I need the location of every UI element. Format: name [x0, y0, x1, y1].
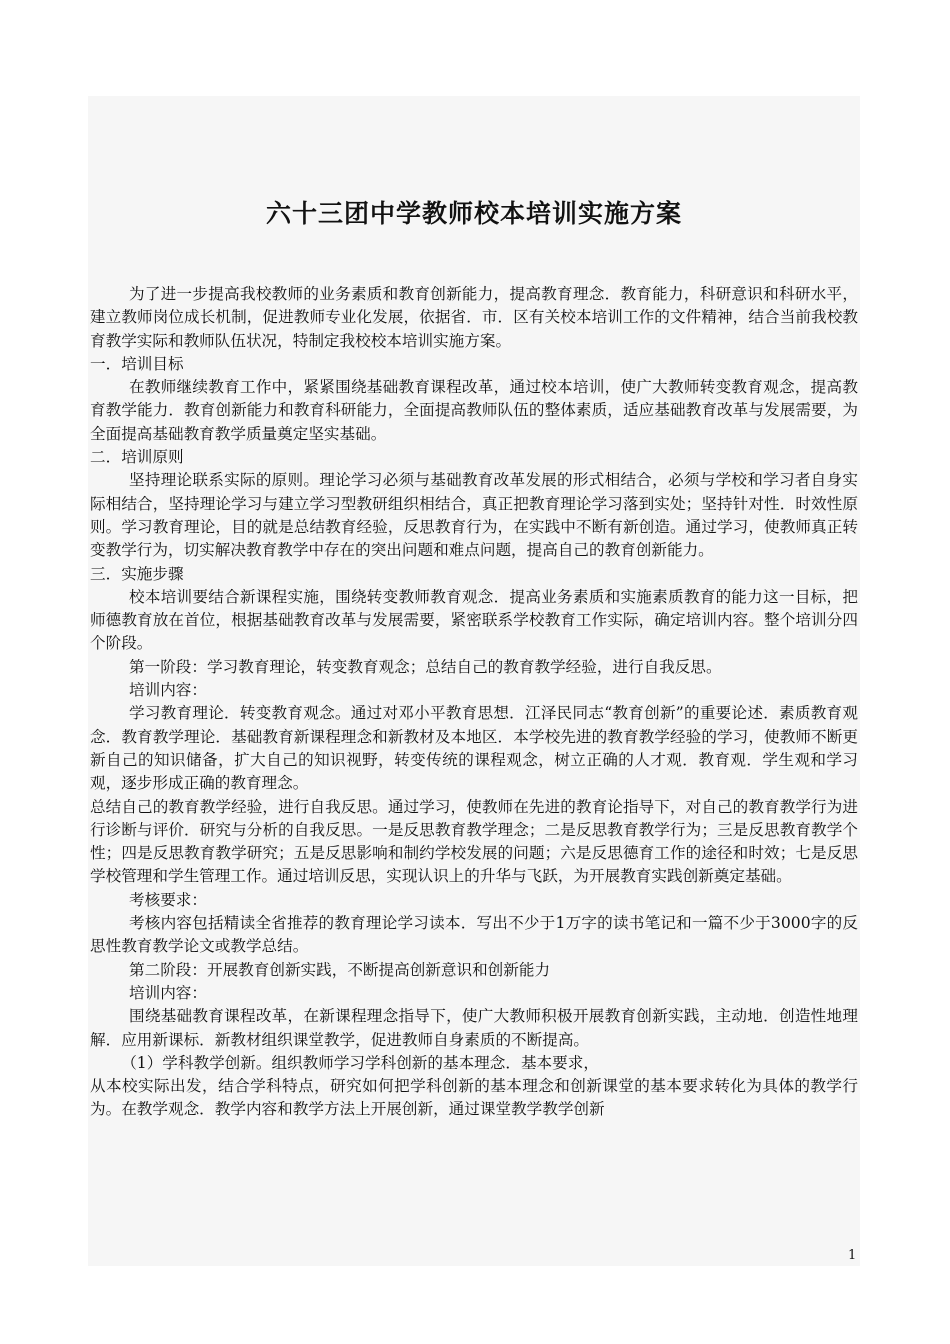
training-content-label: 培训内容：	[129, 681, 207, 700]
principles-paragraph: 坚持理论联系实际的原则。理论学习必须与基础教育改革发展的形式相结合，必须与学校和学习者自身实际相结合，坚持理论学习与建立学习型教研组织相结合，真正把教育理论学习落到实处；坚持针对性．时效性原则。学习教育理论，目的就是总结教育经验，反思教育行为，在实践中不断有新创造。通过学习，使教师真正转变教学行为，切实解决教育教学中存在的突出问题和难点问题，提高自己的教育创新能力。	[90, 471, 858, 560]
document-body	[90, 283, 858, 1122]
assessment-paragraph: 考核内容包括精读全省推荐的教育理论学习读本．写出不少于1万字的读书笔记和一篇不少于3000字的反思性教育教学论文或教学总结。	[90, 914, 858, 956]
section-heading-goals: 一．培训目标	[90, 354, 184, 373]
subject-innovation-paragraph: 从本校实际出发，结合学科特点，研究如何把学科创新的基本理念和创新课堂的基本要求转化为具体的教学行为。在教学观念．教学内容和教学方法上开展创新，通过课堂教学教学创新	[90, 1077, 858, 1119]
theory-study-paragraph: 学习教育理论．转变教育观念。通过对邓小平教育思想．江泽民同志“教育创新”的重要论述．素质教育观念．教育教学理论．基础教育新课程理念和新教材及本地区．本学校先进的教育教学经验的学习，使教师不断更新自己的知识储备，扩大自己的知识视野，转变传统的课程观念，树立正确的人才观．教育观．学生观和学习观，逐步形成正确的教育理念。	[90, 704, 858, 793]
innovation-practice-paragraph: 围绕基础教育课程改革，在新课程理念指导下，使广大教师积极开展教育创新实践，主动地．创造性地理解．应用新课标．新教材组织课堂教学，促进教师自身素质的不断提高。	[90, 1007, 858, 1049]
assessment-label: 考核要求：	[129, 890, 207, 909]
reflection-paragraph: 总结自己的教育教学经验，进行自我反思。通过学习，使教师在先进的教育论指导下，对自己的教育教学行为进行诊断与评价．研究与分析的自我反思。一是反思教育教学理念；二是反思教育教学行为；三是反思教育教学个性；四是反思教育教学研究；五是反思影响和制约学校发展的问题；六是反思德育工作的途径和时效；七是反思学校管理和学生管理工作。通过培训反思，实现认识上的升华与飞跃，为开展教育实践创新奠定基础。	[90, 797, 858, 886]
intro-paragraph: 为了进一步提高我校教师的业务素质和教育创新能力，提高教育理念．教育能力，科研意识和科研水平，建立教师岗位成长机制，促进教师专业化发展，依据省．市．区有关校本培训工作的文件精神，结合当前我校教育教学实际和教师队伍状况，特制定我校校本培训实施方案。	[90, 285, 858, 350]
stage-two-heading: 第二阶段：开展教育创新实践，不断提高创新意识和创新能力	[129, 960, 551, 979]
section-heading-steps: 三．实施步骤	[90, 564, 184, 583]
section-heading-principles: 二．培训原则	[90, 448, 184, 467]
training-content-label-2: 培训内容：	[129, 983, 207, 1002]
stage-one-heading: 第一阶段：学习教育理论，转变教育观念；总结自己的教育教学经验，进行自我反思。	[129, 657, 722, 676]
page-number: 1	[848, 1248, 857, 1263]
document-title: 六十三团中学教师校本培训实施方案	[265, 199, 682, 228]
steps-paragraph: 校本培训要结合新课程实施，围绕转变教师教育观念．提高业务素质和实施素质教育的能力这一目标，把师德教育放在首位，根据基础教育改革与发展需要，紧密联系学校教育工作实际，确定培训内容。整个培训分四个阶段。	[90, 587, 858, 653]
subject-innovation-item: （1）学科教学创新。组织教师学习学科创新的基本理念．基本要求，	[121, 1053, 599, 1072]
goals-paragraph: 在教师继续教育工作中，紧紧围绕基础教育课程改革，通过校本培训，使广大教师转变教育观念，提高教育教学能力．教育创新能力和教育科研能力，全面提高教师队伍的整体素质，适应基础教育改革与发展需要，为全面提高基础教育教学质量奠定坚实基础。	[90, 378, 858, 443]
